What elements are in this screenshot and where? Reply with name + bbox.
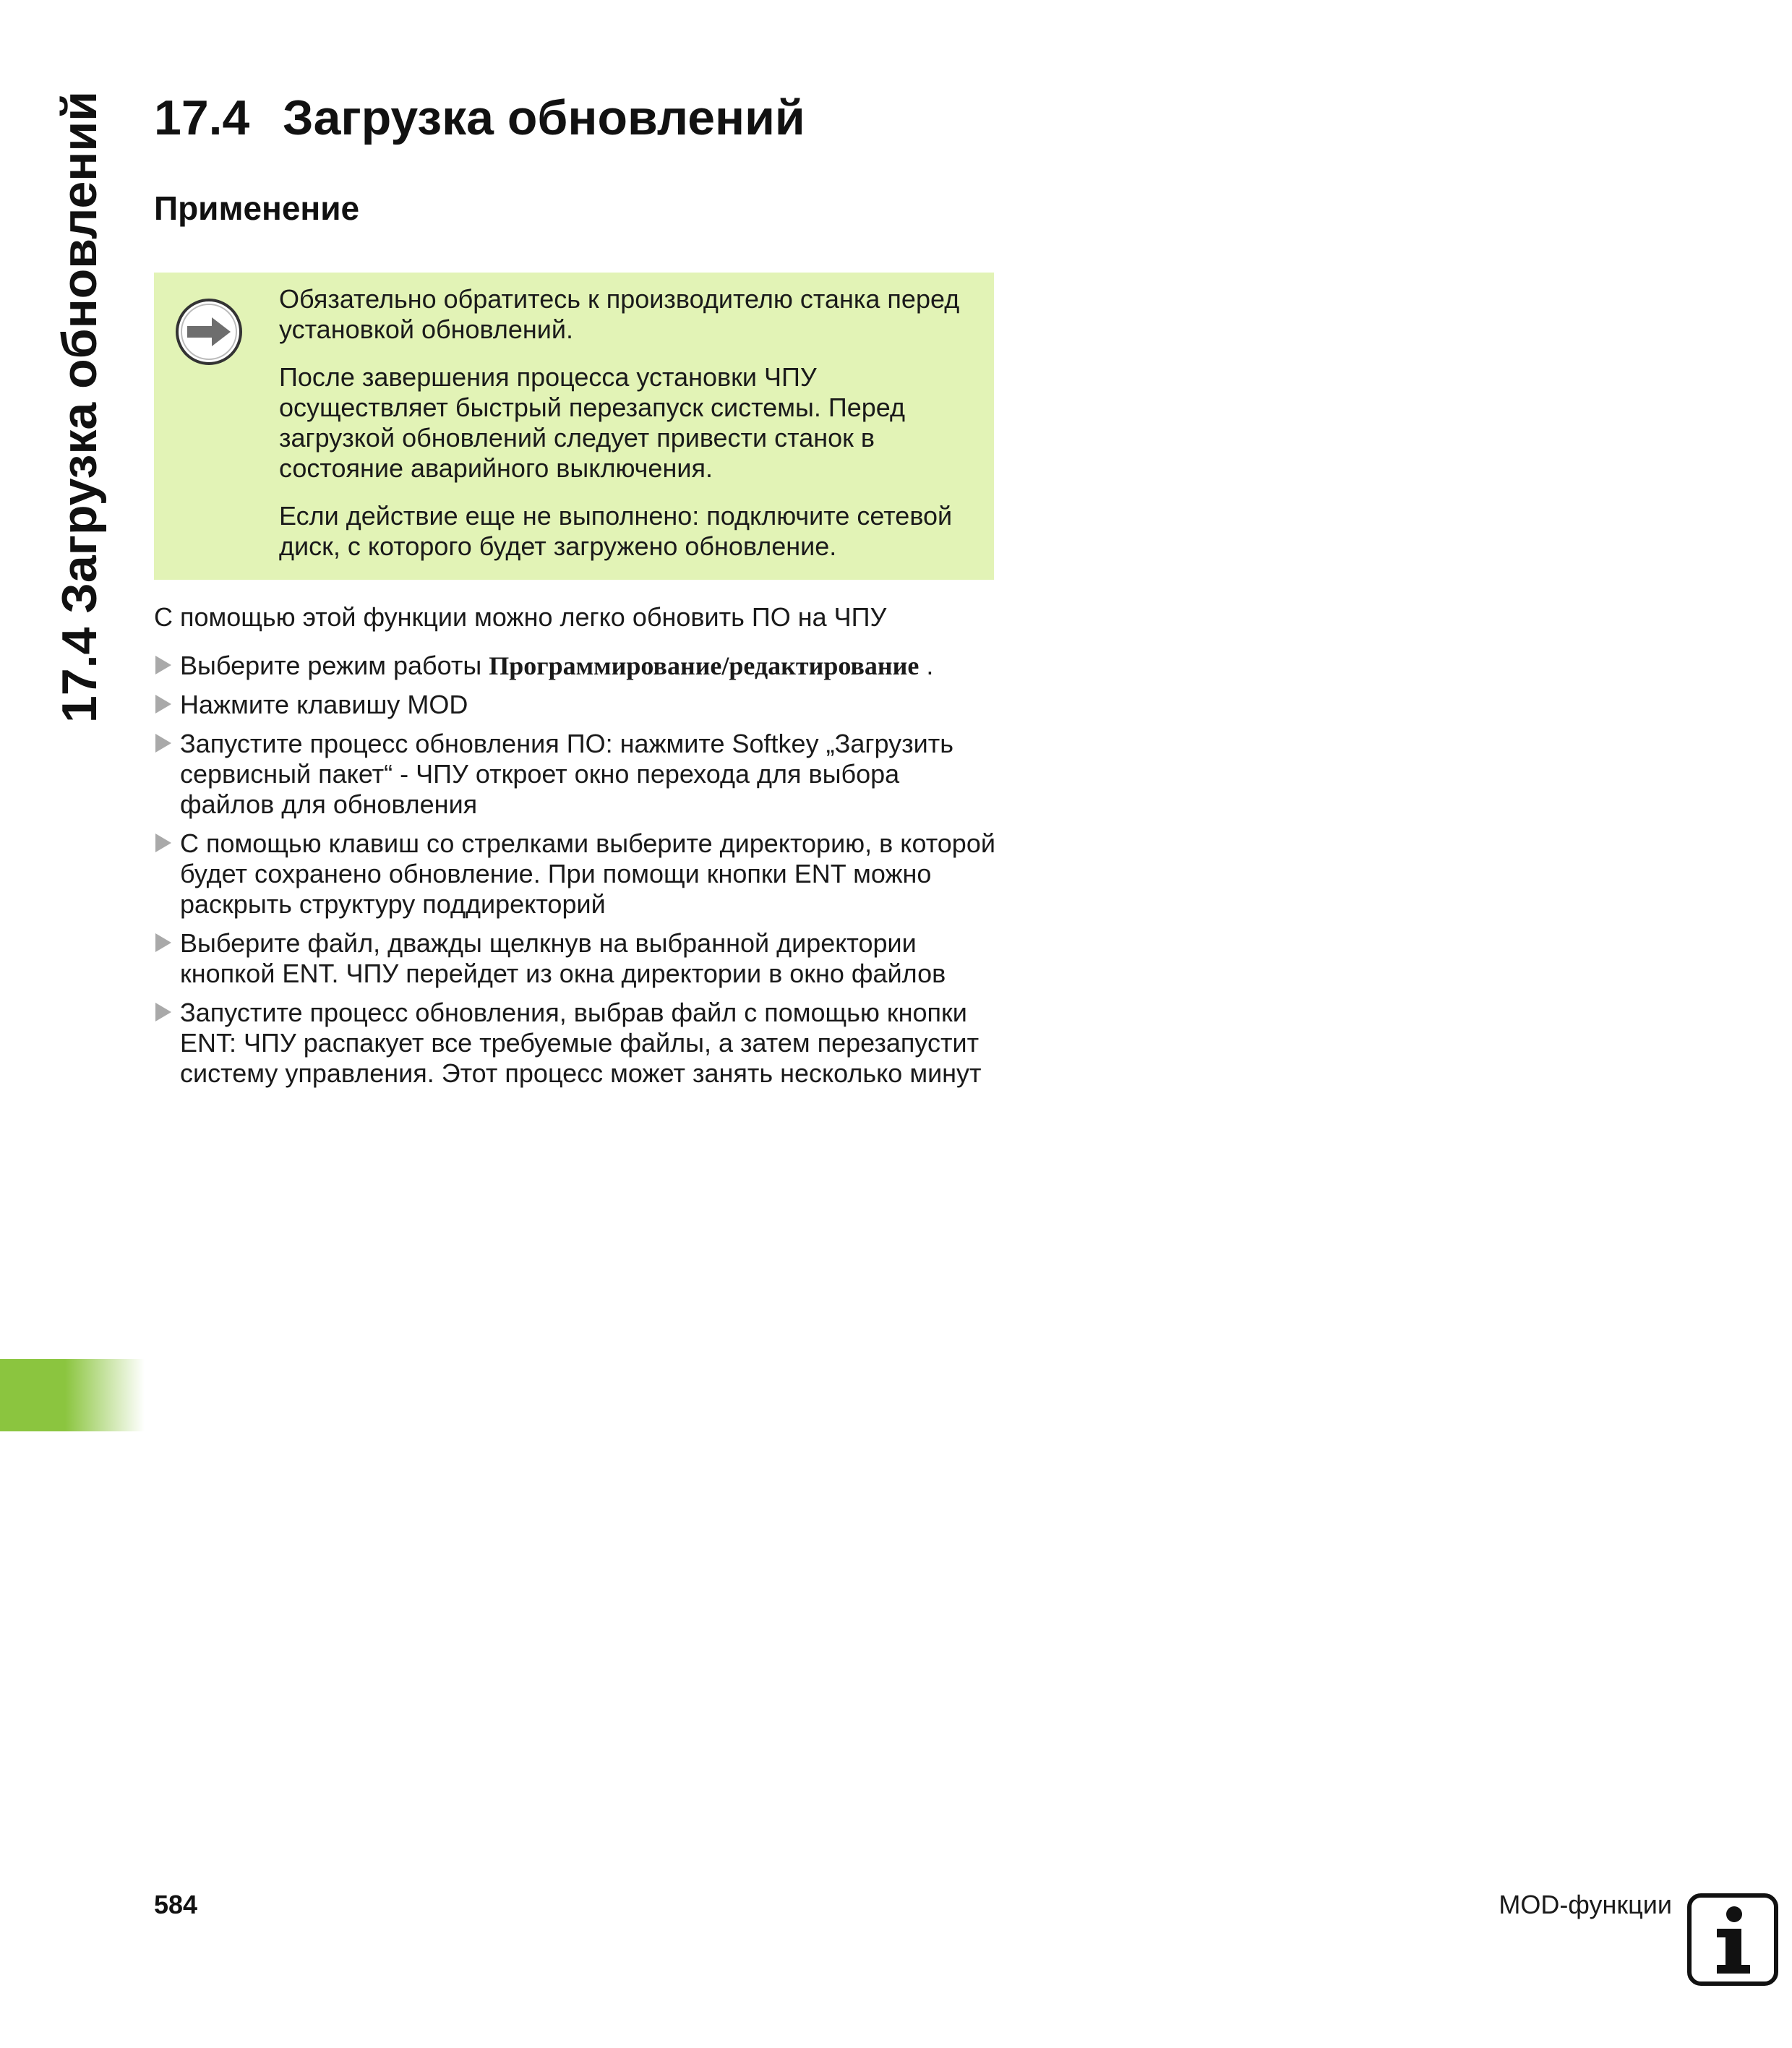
triangle-bullet-icon <box>155 695 171 714</box>
step-text: Выберите файл, дважды щелкнув на выбранной директории кнопкой ENT. ЧПУ перейдет из окна директории в окно файлов <box>180 928 946 988</box>
note-text <box>279 284 980 579</box>
step-text: С помощью клавиш со стрелками выберите директорию, в которой будет сохранено обновление. При помощи кнопки ENT можно раскрыть структуру поддиректорий <box>180 828 995 919</box>
step-text: Выберите режим работы <box>180 651 489 680</box>
operating-mode-name: Программирование/редактирование <box>489 651 919 680</box>
list-item <box>154 729 1000 820</box>
page-number: 584 <box>154 1890 198 1919</box>
footer-chapter-title: MOD-функции <box>1499 1890 1672 1919</box>
arrow-right-icon <box>174 297 244 367</box>
note-box <box>154 273 994 580</box>
list-item <box>154 828 1000 920</box>
list-item <box>154 928 1000 989</box>
subsection-title: Применение <box>154 189 360 227</box>
note-paragraph: После завершения процесса установки ЧПУ осуществляет быстрый перезапуск системы. Перед загрузкой обновлений следует привести станок в состояние аварийного выключения. <box>279 362 905 483</box>
list-item <box>154 690 1000 720</box>
section-title: Загрузка обновлений <box>283 90 805 145</box>
triangle-bullet-icon <box>155 1003 171 1021</box>
intro-text: С помощью этой функции можно легко обновить ПО на ЧПУ <box>154 602 887 632</box>
steps-list <box>154 651 1000 1089</box>
step-text: Нажмите клавишу MOD <box>180 690 468 719</box>
triangle-bullet-icon <box>155 734 171 753</box>
note-paragraph: Обязательно обратитесь к производителю станка перед установкой обновлений. <box>279 284 960 344</box>
step-text: . <box>919 651 934 680</box>
list-item <box>154 998 1000 1089</box>
info-icon <box>1686 1893 1779 1987</box>
triangle-bullet-icon <box>155 834 171 852</box>
chapter-tab-marker <box>0 1359 145 1431</box>
section-heading <box>154 85 805 150</box>
running-header-vertical: 17.4 Загрузка обновлений <box>52 91 107 723</box>
note-paragraph: Если действие еще не выполнено: подключите сетевой диск, с которого будет загружено обновление. <box>279 501 953 561</box>
triangle-bullet-icon <box>155 933 171 952</box>
step-text: Запустите процесс обновления, выбрав файл с помощью кнопки ENT: ЧПУ распакует все требуемые файлы, а затем перезапустит систему управления. Этот процесс может занять несколько минут <box>180 998 982 1088</box>
triangle-bullet-icon <box>155 656 171 674</box>
list-item <box>154 651 1000 681</box>
section-number: 17.4 <box>154 90 250 145</box>
step-text: Запустите процесс обновления ПО: нажмите Softkey „Загрузить сервисный пакет“ - ЧПУ откроет окно перехода для выбора файлов для обновления <box>180 729 953 819</box>
